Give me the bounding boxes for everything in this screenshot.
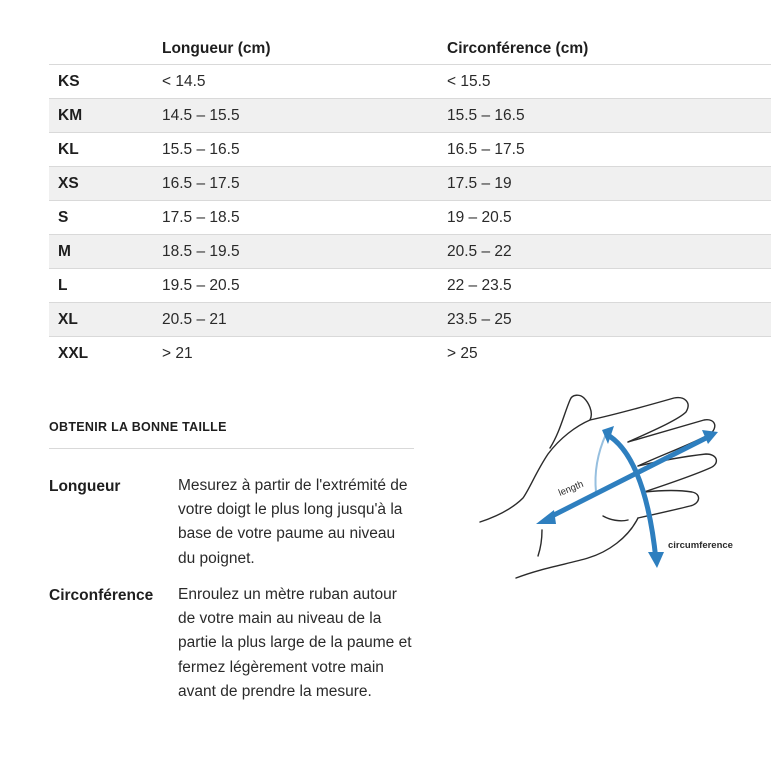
circumference-cell: 22 – 23.5	[447, 269, 771, 303]
circumference-cell: 17.5 – 19	[447, 167, 771, 201]
length-cell: 17.5 – 18.5	[162, 201, 447, 235]
hand-measurement-illustration	[478, 392, 748, 592]
length-label: length	[557, 478, 586, 499]
table-row	[49, 235, 771, 269]
table-row	[49, 133, 771, 167]
circumference-cell: 15.5 – 16.5	[447, 99, 771, 133]
circumference-cell: 19 – 20.5	[447, 201, 771, 235]
circumference-cell: > 25	[447, 344, 478, 362]
header-size	[49, 33, 162, 65]
size-cell: L	[49, 269, 162, 303]
size-cell: KM	[49, 99, 162, 133]
table-row	[49, 269, 771, 303]
size-cell: KS	[49, 65, 162, 99]
length-cell: 20.5 – 21	[162, 303, 447, 337]
length-cell: 16.5 – 17.5	[162, 167, 447, 201]
circumference-label: circumference	[668, 540, 733, 551]
size-cell: XXL	[58, 344, 89, 362]
table-row	[49, 201, 771, 235]
size-cell: KL	[49, 133, 162, 167]
length-cell: < 14.5	[162, 65, 447, 99]
length-cell: > 21	[162, 344, 193, 362]
circumference-description: Enroulez un mètre ruban autour de votre main au niveau de la partie la plus large de la paume et fermez légèrement votre main avant de prendre la mesure.	[178, 586, 412, 700]
table-header-row	[49, 33, 771, 65]
guide-divider	[49, 448, 414, 449]
circumference-cell: 16.5 – 17.5	[447, 133, 771, 167]
length-cell: 19.5 – 20.5	[162, 269, 447, 303]
size-cell: M	[49, 235, 162, 269]
length-cell: 14.5 – 15.5	[162, 99, 447, 133]
header-circumference: Circonférence (cm)	[447, 33, 771, 65]
size-cell: XL	[49, 303, 162, 337]
guide-title: OBTENIR LA BONNE TAILLE	[49, 420, 227, 434]
circumference-arrow	[595, 426, 664, 568]
table-row	[49, 337, 771, 371]
length-cell: 18.5 – 19.5	[162, 235, 447, 269]
circumference-cell: 23.5 – 25	[447, 303, 771, 337]
size-cell: XS	[49, 167, 162, 201]
length-description: Mesurez à partir de l'extrémité de votre doigt le plus long jusqu'à la base de votre paume au niveau du poignet.	[178, 477, 408, 567]
size-cell: S	[49, 201, 162, 235]
table-row	[49, 303, 771, 337]
table-row	[49, 167, 771, 201]
table-row	[49, 65, 771, 99]
length-cell: 15.5 – 16.5	[162, 133, 447, 167]
table-row	[49, 99, 771, 133]
length-term: Longueur	[49, 478, 121, 495]
header-length: Longueur (cm)	[162, 33, 447, 65]
length-arrow	[536, 430, 718, 524]
circumference-term: Circonférence	[49, 587, 154, 604]
circumference-cell: < 15.5	[447, 65, 771, 99]
circumference-cell: 20.5 – 22	[447, 235, 771, 269]
size-chart-table	[49, 33, 771, 370]
